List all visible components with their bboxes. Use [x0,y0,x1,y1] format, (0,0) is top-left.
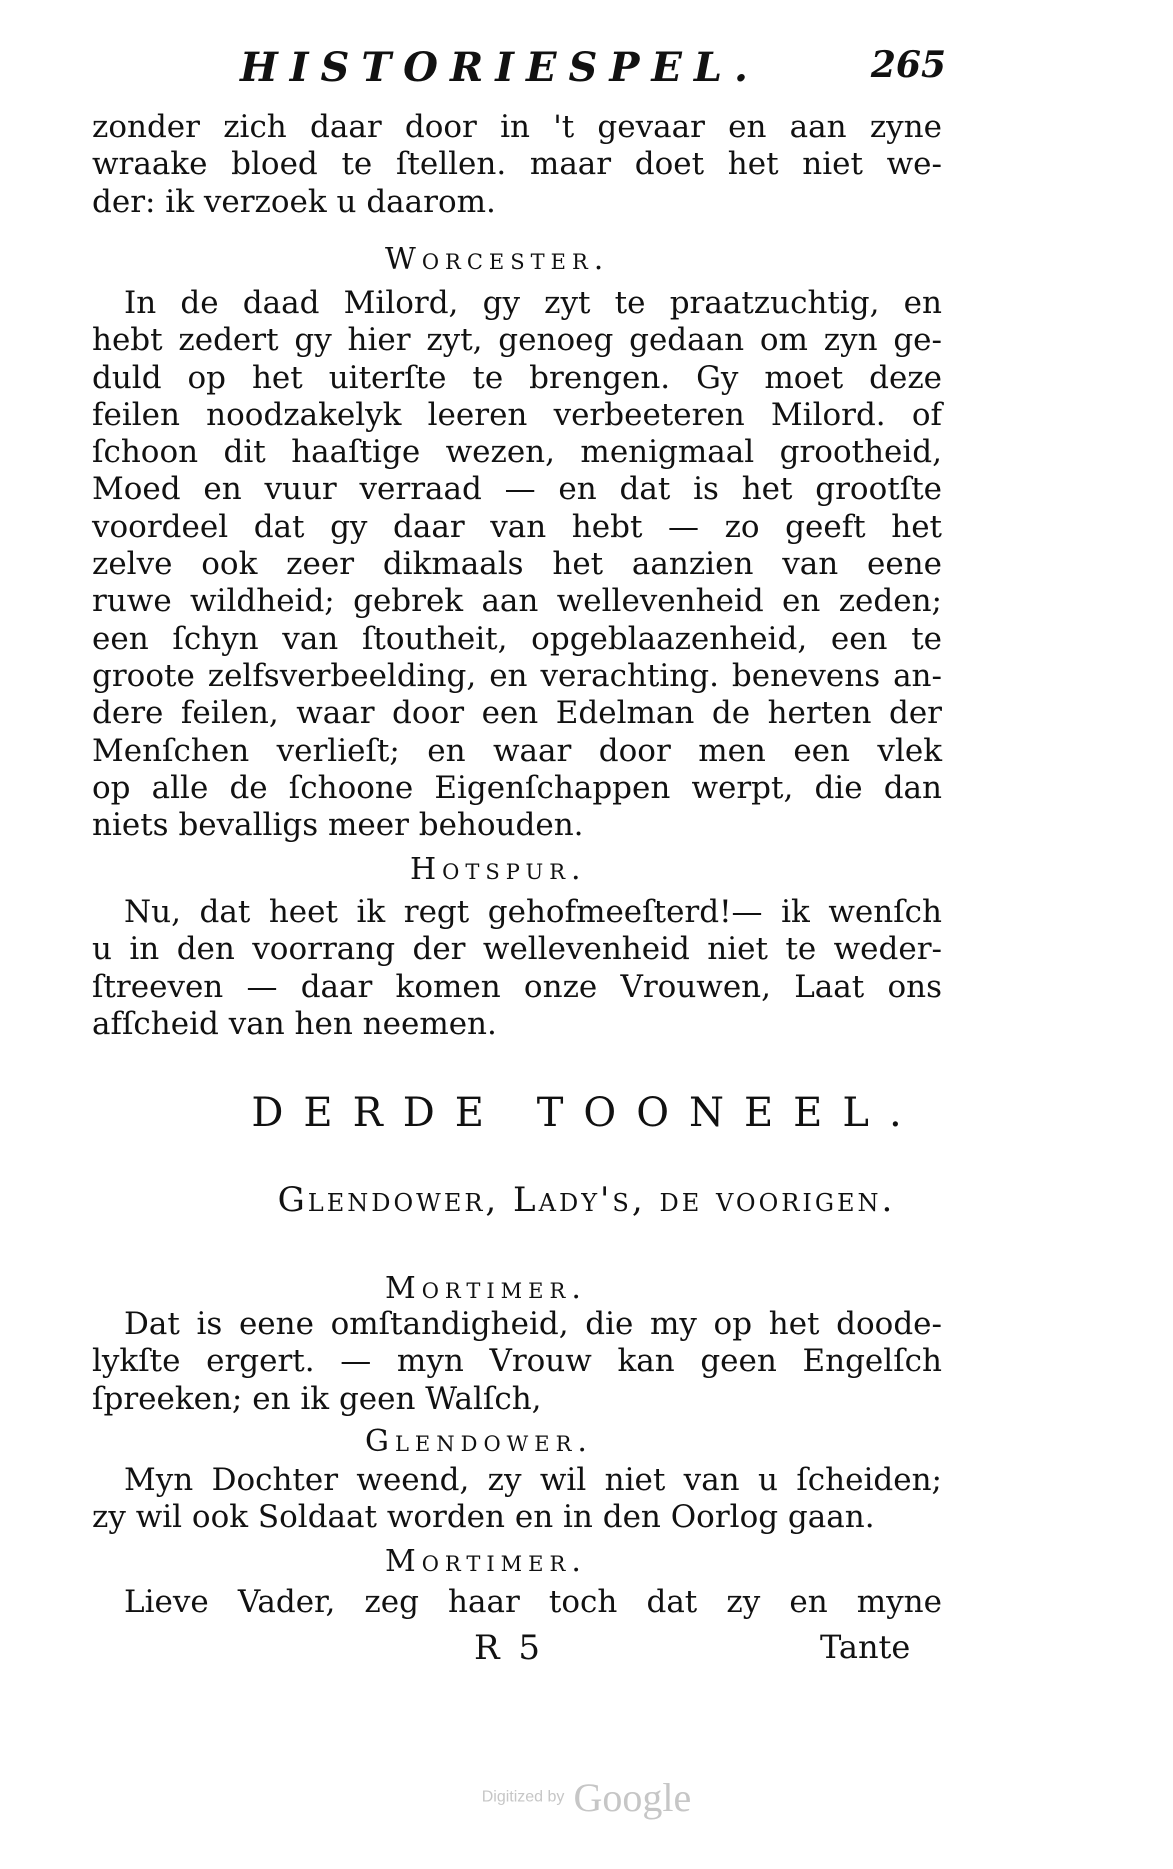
text-line: zelve ook zeer dikmaals het aanzien van eene [92,546,942,583]
scene-cast: Glendower, Lady's, de voorigen. [277,1180,896,1220]
text-line: duld op het uiterſte te brengen. Gy moet deze [92,359,942,396]
page-header [240,44,946,94]
text-line: niets bevalligs meer behouden. [92,807,584,844]
text-line: Moed en vuur verraad — en dat is het grootſte [92,471,942,508]
paragraph-continuation [92,109,942,221]
text-line: der: ik verzoek u daarom. [92,183,496,220]
speech-hotspur [92,894,942,1043]
text-line: ſchoon dit haaſtige wezen, menigmaal grootheid, [92,434,942,471]
text-line: dere feilen, waar door een Edelman de herten der [92,695,942,732]
google-logo: Google [573,1775,692,1820]
running-title: HISTORIESPEL. [240,44,760,91]
text-line: voordeel dat gy daar van hebt — zo geeft het [92,508,942,545]
watermark-prefix: Digitized by [481,1788,565,1806]
text-line: wraake bloed te ſtellen. maar doet het niet we- [92,146,942,183]
text-line: Myn Dochter weend, zy wil niet van u ſcheiden; [124,1462,942,1498]
text-line: groote zelfsverbeelding, en verachting. benevens an- [92,657,942,694]
text-line: feilen noodzakelyk leeren verbeeteren Milord. of [92,396,942,433]
text-line: Dat is eene omſtandigheid, die my op het doode- [124,1306,942,1342]
signature-mark: R 5 [474,1628,545,1668]
catchword: Tante [820,1628,911,1666]
speaker-glendower: Glendower. [365,1424,593,1459]
scene-title: DERDE TOONEEL. [251,1090,922,1136]
page-number: 265 [870,44,946,86]
text-line: ſpreeken; en ik geen Walſch, [92,1380,542,1417]
text-line: Menſchen verlieſt; en waar door men een vlek [92,732,942,769]
speaker-mortimer: Mortimer. [385,1271,587,1306]
text-line: op alle de ſchoone Eigenſchappen werpt, die dan [92,769,942,806]
speech-glendower [92,1462,942,1537]
text-line: hebt zedert gy hier zyt, genoeg gedaan om zyn ge- [92,322,942,359]
text-line: Nu, dat heet ik regt gehofmeeſterd!— ik wenſch [124,894,942,930]
text-line: u in den voorrang der wellevenheid niet te weder- [92,931,942,968]
speaker-hotspur: Hotspur. [410,852,587,887]
text-line: zonder zich daar door in 't gevaar en aan zyne [92,109,942,145]
text-line: In de daad Milord, gy zyt te praatzuchtig, en [124,285,942,321]
text-line: een ſchyn van ſtoutheit, opgeblaazenheid, een te [92,620,942,657]
text-line: zy wil ook Soldaat worden en in den Oorlog gaan. [92,1499,875,1536]
google-watermark [0,1774,1173,1821]
text-line: Lieve Vader, zeg haar toch dat zy en myne [124,1584,942,1620]
speaker-mortimer-2: Mortimer. [385,1544,587,1579]
speech-mortimer [92,1306,942,1418]
speech-mortimer-2 [92,1584,942,1621]
text-line: ruwe wildheid; gebrek aan wellevenheid en zeden; [92,583,942,620]
speaker-worcester: Worcester. [385,242,610,277]
text-line: afſcheid van hen neemen. [92,1005,497,1042]
text-line: ſtreeven — daar komen onze Vrouwen, Laat ons [92,968,942,1005]
speech-worcester [92,285,942,844]
text-line: lykſte ergert. — myn Vrouw kan geen Engelſch [92,1343,942,1380]
